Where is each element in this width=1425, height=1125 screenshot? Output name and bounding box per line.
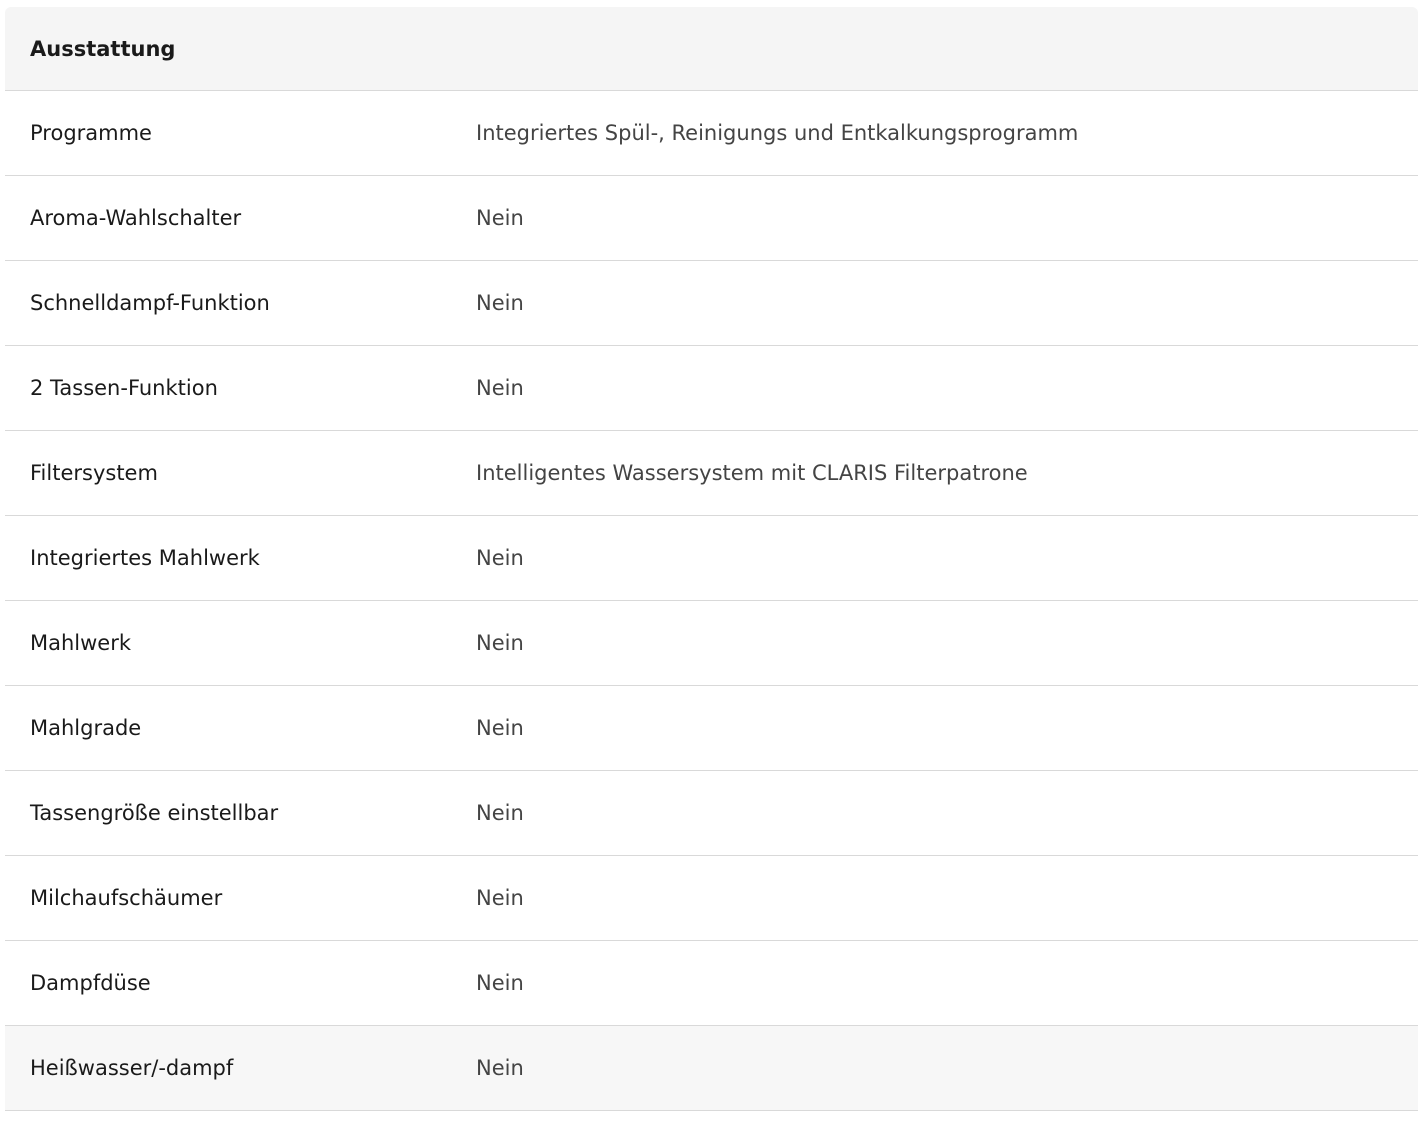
row-value: Nein (476, 801, 524, 825)
row-value: Nein (476, 886, 524, 910)
row-value: Nein (476, 291, 524, 315)
table-row (5, 431, 1418, 516)
table-row-hovered (5, 1026, 1418, 1111)
row-value: Nein (476, 971, 524, 995)
table-row (5, 856, 1418, 941)
table-row (5, 261, 1418, 346)
row-value: Intelligentes Wassersystem mit CLARIS Filterpatrone (476, 461, 1028, 485)
section-header (5, 7, 1418, 91)
row-label: 2 Tassen-Funktion (30, 376, 218, 400)
row-label: Schnelldampf-Funktion (30, 291, 270, 315)
table-row (5, 941, 1418, 1026)
row-value: Nein (476, 631, 524, 655)
row-label: Heißwasser/-dampf (30, 1056, 234, 1080)
row-value: Nein (476, 206, 524, 230)
row-label: Aroma-Wahlschalter (30, 206, 242, 230)
row-value: Nein (476, 1056, 524, 1080)
table-row (5, 176, 1418, 261)
row-label: Mahlwerk (30, 631, 132, 655)
section-title: Ausstattung (30, 36, 176, 61)
row-label: Milchaufschäumer (30, 886, 223, 910)
row-value: Integriertes Spül-, Reinigungs und Entkalkungsprogramm (476, 121, 1079, 145)
row-label: Integriertes Mahlwerk (30, 546, 260, 570)
table-row (5, 516, 1418, 601)
row-value: Nein (476, 546, 524, 570)
row-label: Tassengröße einstellbar (30, 801, 279, 825)
table-row (5, 91, 1418, 176)
table-row (5, 686, 1418, 771)
table-row (5, 601, 1418, 686)
row-value: Nein (476, 716, 524, 740)
table-row (5, 771, 1418, 856)
row-label: Mahlgrade (30, 716, 142, 740)
row-label: Programme (30, 121, 152, 145)
row-label: Dampfdüse (30, 971, 151, 995)
spec-table (5, 7, 1418, 1111)
row-value: Nein (476, 376, 524, 400)
table-row (5, 346, 1418, 431)
row-label: Filtersystem (30, 461, 158, 485)
